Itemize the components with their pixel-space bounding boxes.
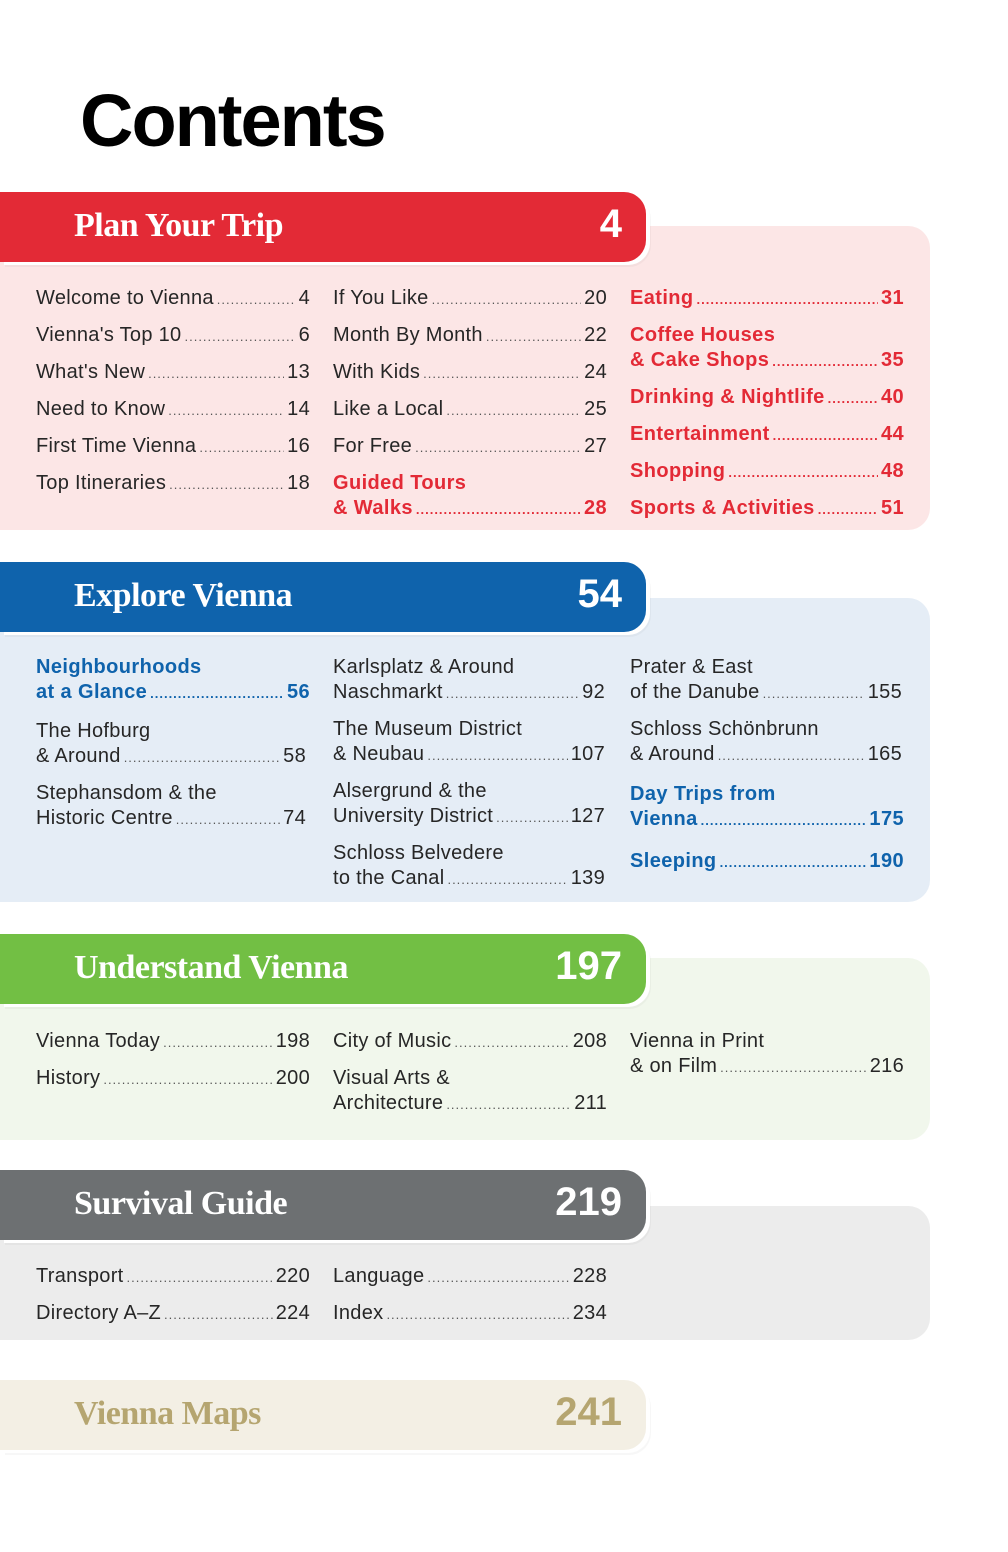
toc-entry[interactable]: Stephansdom & the Historic Centre ..... 74: [36, 781, 306, 832]
toc-entry-highlight[interactable]: Shopping ..... 48: [630, 459, 904, 485]
toc-entry[interactable]: Directory A–Z ..... 224: [36, 1301, 310, 1327]
toc-entry[interactable]: Vienna in Print & on Film ..... 216: [630, 1029, 904, 1080]
toc-entry[interactable]: If You Like ..... 20: [333, 286, 607, 312]
toc-entry[interactable]: The Hofburg & Around ..... 58: [36, 719, 306, 770]
toc-entry[interactable]: Vienna Today ..... 198: [36, 1029, 310, 1055]
toc-entry[interactable]: Schloss Belvedere to the Canal ..... 139: [333, 841, 605, 892]
explore-title: Explore Vienna: [74, 577, 293, 614]
toc-entry[interactable]: Visual Arts & Architecture ..... 211: [333, 1066, 607, 1117]
plan-header-bar[interactable]: [0, 192, 646, 262]
toc-entry-highlight[interactable]: Sports & Activities ..... 51: [630, 496, 904, 522]
toc-entry-highlight[interactable]: Entertainment ..... 44: [630, 422, 904, 448]
toc-entry-highlight[interactable]: Drinking & Nightlife ..... 40: [630, 385, 904, 411]
toc-entry[interactable]: First Time Vienna ..... 16: [36, 434, 310, 460]
understand-header-bar[interactable]: [0, 934, 646, 1004]
page-title: Contents: [80, 79, 385, 162]
understand-page-number: 197: [555, 944, 622, 988]
toc-entry[interactable]: Language ..... 228: [333, 1264, 607, 1290]
toc-entry[interactable]: Welcome to Vienna ..... 4: [36, 286, 310, 312]
toc-entry[interactable]: Month By Month ..... 22: [333, 323, 607, 349]
survival-title: Survival Guide: [74, 1185, 288, 1222]
toc-entry-highlight[interactable]: Eating ..... 31: [630, 286, 904, 312]
section-plan-your-trip: [0, 192, 1008, 532]
toc-entry[interactable]: Need to Know ..... 14: [36, 397, 310, 423]
toc-entry[interactable]: Top Itineraries ..... 18: [36, 471, 310, 497]
plan-page-number: 4: [599, 202, 622, 246]
section-vienna-maps: [0, 1380, 1008, 1452]
toc-entry[interactable]: Alsergrund & the University District ..... 127: [333, 779, 605, 830]
maps-page-number: 241: [555, 1390, 622, 1434]
toc-entry[interactable]: Vienna's Top 10 ..... 6: [36, 323, 310, 349]
section-explore-vienna: [0, 562, 1008, 904]
understand-title: Understand Vienna: [74, 949, 348, 986]
toc-entry[interactable]: Karlsplatz & Around Naschmarkt ..... 92: [333, 655, 605, 706]
toc-entry[interactable]: The Museum District & Neubau ..... 107: [333, 717, 605, 768]
toc-entry-highlight[interactable]: Day Trips from Vienna ..... 175: [630, 782, 904, 833]
section-understand-vienna: [0, 934, 1008, 1144]
toc-entry[interactable]: Prater & East of the Danube ..... 155: [630, 655, 902, 706]
survival-header-bar[interactable]: [0, 1170, 646, 1240]
toc-entry[interactable]: Index ..... 234: [333, 1301, 607, 1327]
maps-header-bar[interactable]: [0, 1380, 646, 1450]
toc-entry[interactable]: City of Music ..... 208: [333, 1029, 607, 1055]
toc-entry[interactable]: What's New ..... 13: [36, 360, 310, 386]
explore-page-number: 54: [577, 572, 622, 616]
maps-title: Vienna Maps: [74, 1395, 261, 1432]
toc-entry-highlight[interactable]: Neighbourhoods at a Glance ..... 56: [36, 655, 310, 706]
explore-header-bar[interactable]: [0, 562, 646, 632]
plan-title: Plan Your Trip: [74, 207, 284, 244]
toc-entry[interactable]: Schloss Schönbrunn & Around ..... 165: [630, 717, 902, 768]
toc-entry[interactable]: For Free ..... 27: [333, 434, 607, 460]
toc-entry[interactable]: Like a Local ..... 25: [333, 397, 607, 423]
toc-entry[interactable]: With Kids ..... 24: [333, 360, 607, 386]
toc-entry-highlight[interactable]: Sleeping ..... 190: [630, 849, 904, 875]
toc-entry[interactable]: Transport ..... 220: [36, 1264, 310, 1290]
toc-entry-highlight[interactable]: Coffee Houses & Cake Shops ..... 35: [630, 323, 904, 374]
survival-page-number: 219: [555, 1180, 622, 1224]
toc-entry[interactable]: History ..... 200: [36, 1066, 310, 1092]
toc-entry-highlight[interactable]: Guided Tours & Walks ..... 28: [333, 471, 607, 522]
section-survival-guide: [0, 1170, 1008, 1342]
